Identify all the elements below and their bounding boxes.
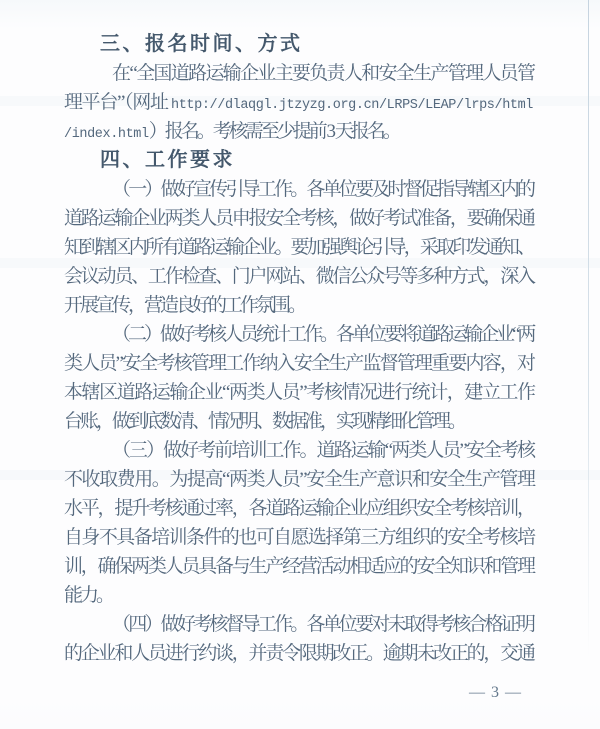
paragraph-3-line: （三）做好考前培训工作。道路运输“两类人员”安全考核 — [112, 440, 533, 461]
section-heading-registration: 三、报名时间、方式 — [100, 33, 303, 55]
paragraph-2-line: 类人员”安全考核管理工作纳入安全生产监督管理重要内容，对 — [64, 353, 533, 374]
paragraph-2-line: （二）做好考核人员统计工作。各单位要将道路运输企业“两 — [112, 324, 534, 345]
section-heading-work-requirements: 四、工作要求 — [100, 149, 235, 171]
paragraph-3-line: 能力。 — [64, 585, 113, 606]
page-number: — 3 — — [469, 684, 522, 701]
paragraph-2-line: 本辖区道路运输企业“两类人员”考核情况进行统计，建立工作 — [64, 382, 533, 403]
paragraph-1-line: 知到辖区内所有道路运输企业。要加强舆论引导，采取印发通知、 — [64, 237, 533, 258]
paragraph-signup-line: 在“全国道路运输企业主要负责人和安全生产管理人员管 — [112, 63, 533, 84]
paragraph-3-line: 不收取费用。为提高“两类人员”安全生产意识和安全生产管理 — [64, 469, 533, 490]
paragraph-1-line: （一）做好宣传引导工作。各单位要及时督促指导辖区内的 — [112, 179, 533, 200]
paragraph-1-line: 会议动员、工作检查、门户网站、微信公众号等多种方式，深入 — [64, 266, 533, 287]
paragraph-signup-line — [64, 88, 533, 117]
paragraph-3-line: 训，确保两类人员具备与生产经营活动相适应的安全知识和管理 — [64, 556, 533, 577]
paragraph-3-line: 水平，提升考核通过率，各道路运输企业应组织安全考核培训， — [64, 498, 533, 519]
paragraph-3-line: 自身不具备培训条件的也可自愿选择第三方组织的安全考核培 — [64, 527, 533, 548]
signup-line-cn-text: ）报名。考核需至少提前 3 天报名。 — [148, 121, 399, 142]
document-body — [64, 30, 533, 668]
registration-url-part2: /index.html — [64, 127, 149, 142]
registration-url-part1: http://dlaqgl.jtzyzg.org.cn/LRPS/LEAP/lrps/html — [171, 98, 533, 113]
paragraph-4-line: （四）做好考核督导工作。各单位要对未取得考核合格证明 — [112, 614, 533, 635]
paragraph-signup-line — [64, 117, 533, 146]
paragraph-1-line: 道路运输企业两类人员申报安全考核，做好考试准备，要确保通 — [64, 208, 533, 229]
scan-edge-line — [588, 0, 589, 658]
paragraph-4-line: 的企业和人员进行约谈，并责令限期改正。逾期未改正的，交通 — [64, 643, 533, 664]
paragraph-1-line: 开展宣传，营造良好的工作氛围。 — [64, 295, 305, 316]
signup-line-cn-text: 理平台”（网址 — [64, 92, 172, 113]
paragraph-2-line: 台账，做到底数清、情况明、数据准，实现精细化管理。 — [64, 411, 465, 432]
